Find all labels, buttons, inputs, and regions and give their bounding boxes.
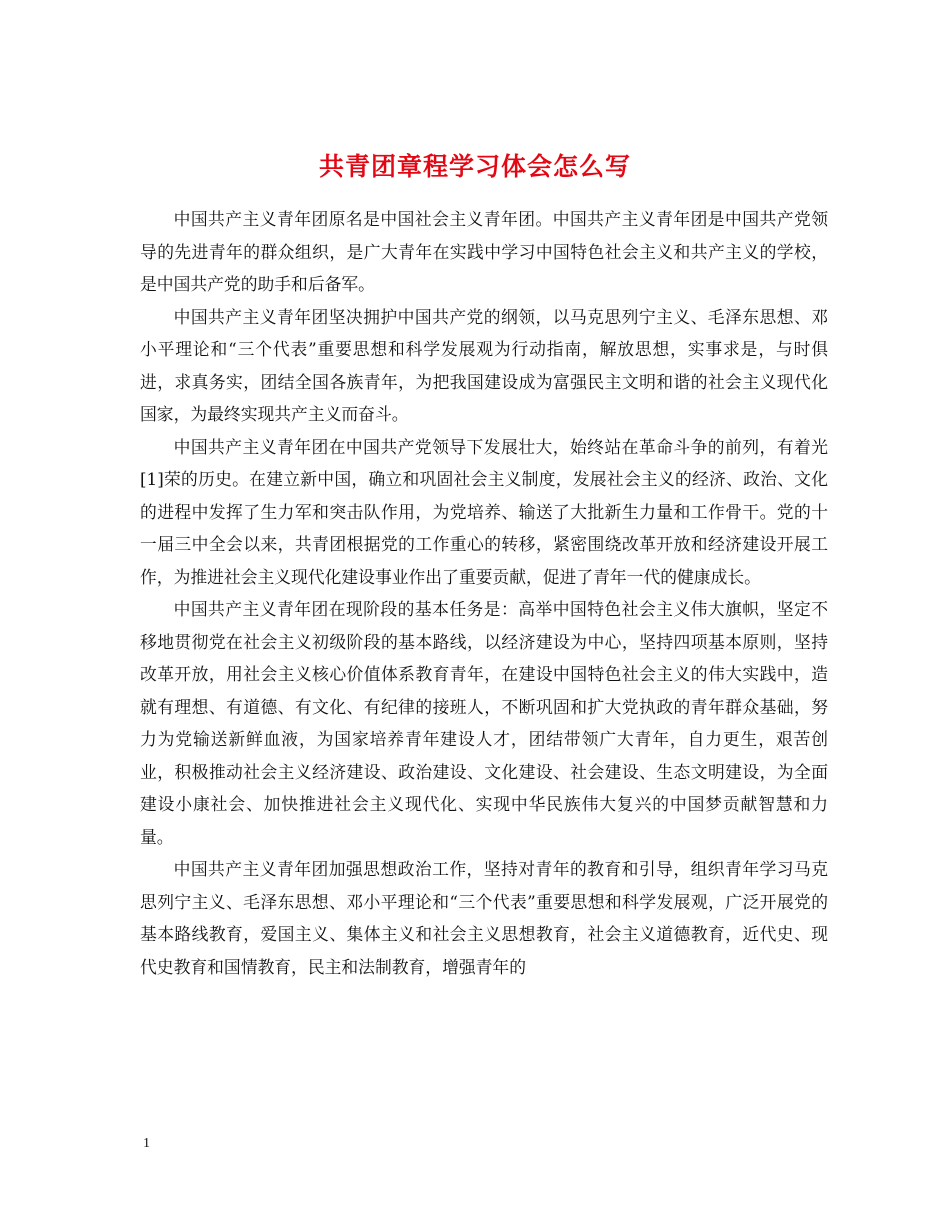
paragraph-4: 中国共产主义青年团在现阶段的基本任务是：高举中国特色社会主义伟大旗帜，坚定不移地贯彻党在社会主义初级阶段的基本路线，以经济建设为中心，坚持四项基本原则，坚持改革开放，用社会主义核心价值体系教育青年，在建设中国特色社会主义的伟大实践中，造就有理想、有道德、有文化、有纪律的接班人，不断巩固和扩大党执政的青年群众基础，努力为党输送新鲜血液，为国家培养青年建设人才，团结带领广大青年，自力更生，艰苦创业，积极推动社会主义经济建设、政治建设、文化建设、社会建设、生态文明建设，为全面建设小康社会、加快推进社会主义现代化、实现中华民族伟大复兴的中国梦贡献智慧和力量。 (140, 599, 828, 847)
paragraph-2: 中国共产主义青年团坚决拥护中国共产党的纲领，以马克思列宁主义、毛泽东思想、邓小平理论和“三个代表”重要思想和科学发展观为行动指南，解放思想，实事求是，与时俱进，求真务实，团结全国各族青年，为把我国建设成为富强民主文明和谐的社会主义现代化国家，为最终实现共产主义而奋斗。 (140, 306, 828, 424)
document-body (140, 203, 828, 983)
paragraph-3: 中国共产主义青年团在中国共产党领导下发展壮大，始终站在革命斗争的前列，有着光[1]荣的历史。在建立新中国，确立和巩固社会主义制度，发展社会主义的经济、政治、文化的进程中发挥了生力军和突击队作用，为党培养、输送了大批新生力量和工作骨干。党的十一届三中全会以来，共青团根据党的工作重心的转移，紧密围绕改革开放和经济建设开展工作，为推进社会主义现代化建设事业作出了重要贡献，促进了青年一代的健康成长。 (140, 436, 828, 587)
document-title: 共青团章程学习体会怎么写 (318, 151, 631, 181)
paragraph-5: 中国共产主义青年团加强思想政治工作，坚持对青年的教育和引导，组织青年学习马克思列宁主义、毛泽东思想、邓小平理论和“三个代表”重要思想和科学发展观，广泛开展党的基本路线教育，爱国主义、集体主义和社会主义思想教育，社会主义道德教育，近代史、现代史教育和国情教育，民主和法制教育，增强青年的 (140, 859, 828, 977)
page-number: 1 (143, 1136, 150, 1151)
paragraph-1: 中国共产主义青年团原名是中国社会主义青年团。中国共产主义青年团是中国共产党领导的先进青年的群众组织，是广大青年在实践中学习中国特色社会主义和共产主义的学校，是中国共产党的助手和后备军。 (140, 209, 828, 294)
